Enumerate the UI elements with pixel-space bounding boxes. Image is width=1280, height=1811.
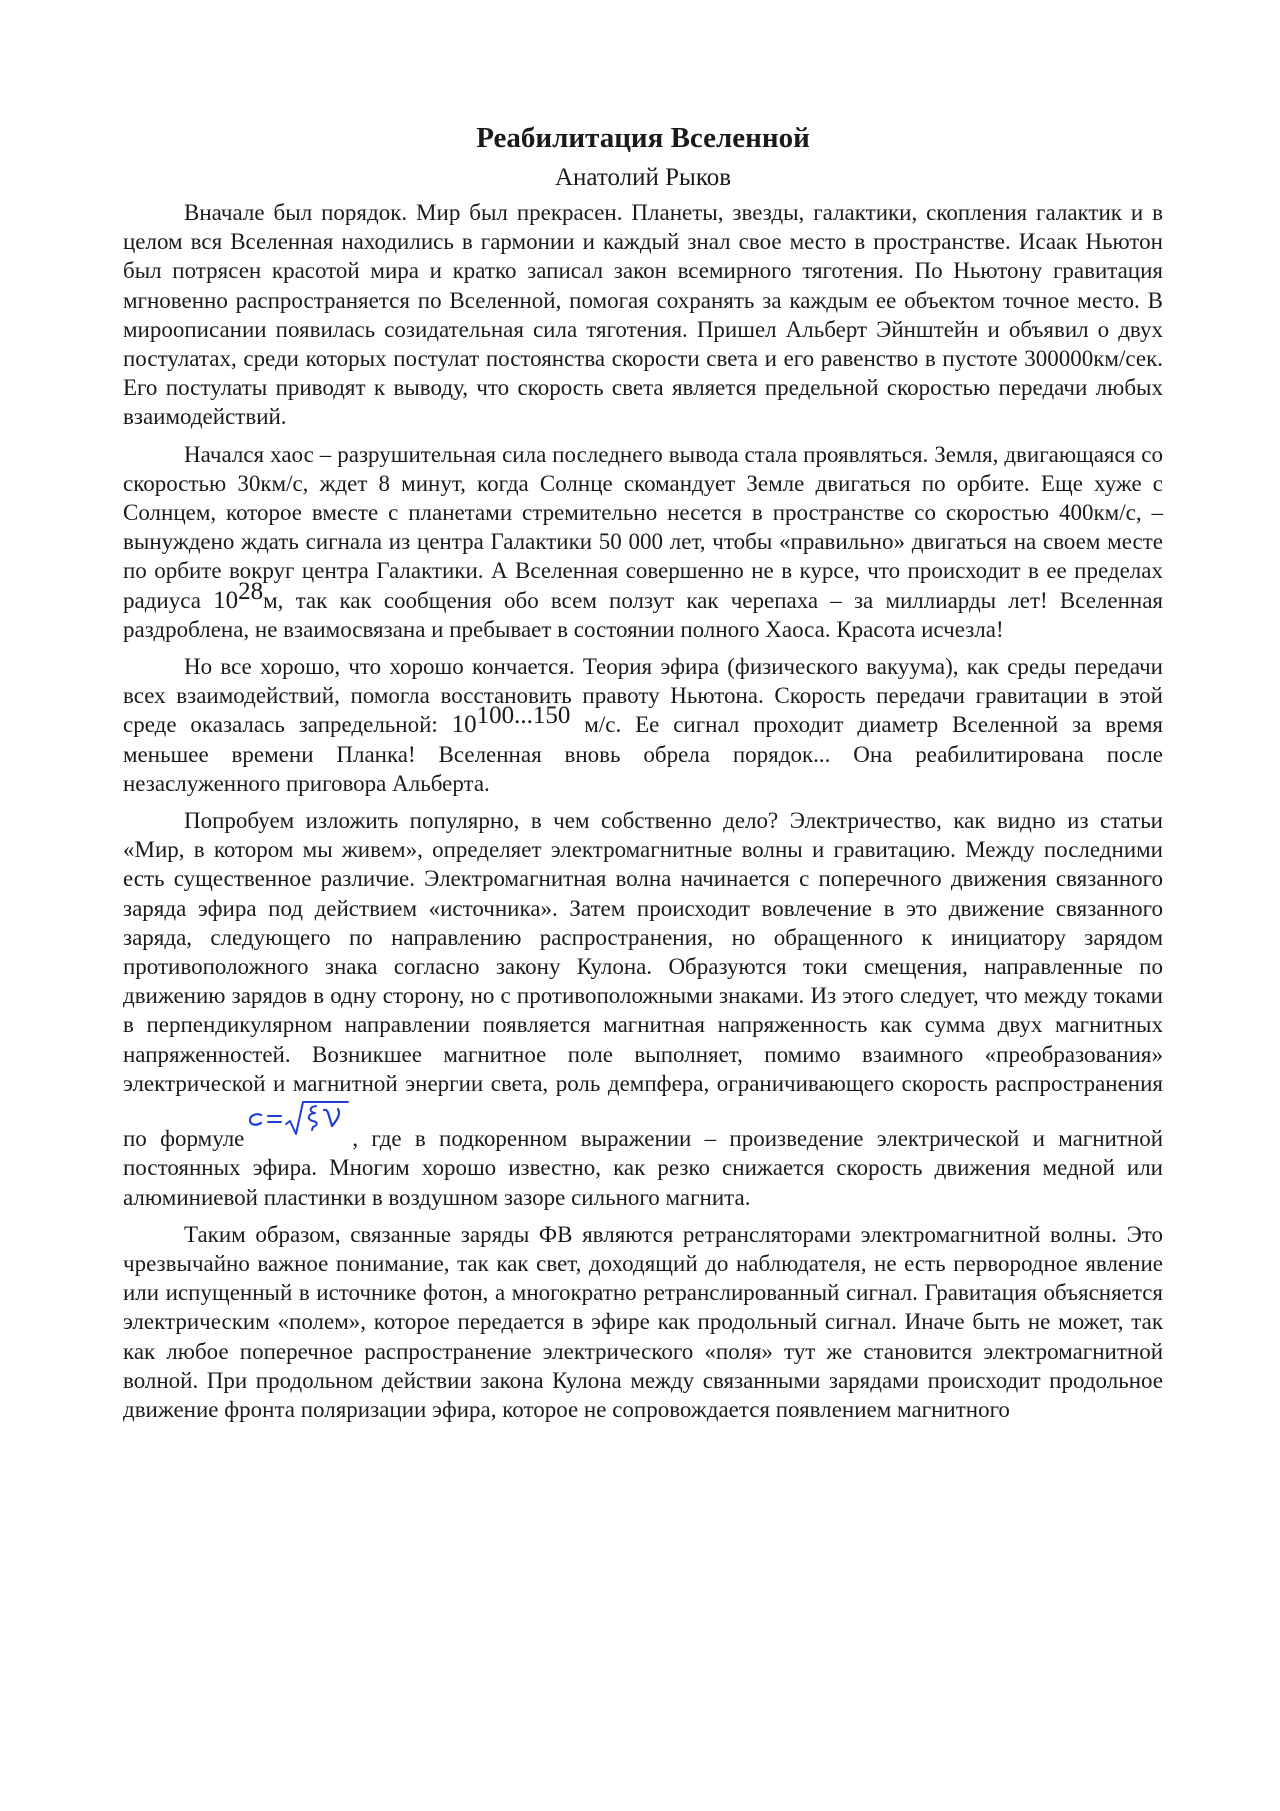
speed-formula-svg <box>246 1098 350 1142</box>
document-title: Реабилитация Вселенной <box>476 122 810 154</box>
power-base: 10 <box>213 586 239 614</box>
paragraph-3-text-a: Но все хорошо, что хорошо кончается. Теория эфира (физического вакуума), как среды передачи всех взаимодействий, помогла восстановить правоту Ньютона. Скорость передачи гравитации в этой среде оказалась запредельной: <box>123 654 1163 738</box>
paragraph-3 <box>123 652 1163 798</box>
paragraph-4-text-b: , где в подкоренном выражении – произведение электрической и магнитной постоянных эфира. Многим хорошо известно, как резко снижается скорость движения медной или алюминиевой пластинки в воздушном зазоре сильного магнита. <box>123 1126 1164 1210</box>
power-exponent: 100...150 <box>476 702 571 730</box>
paragraph-2-text-b: м, так как сообщения обо всем ползут как черепаха – за миллиарды лет! Вселенная раздроблена, не взаимосвязана и пребывает в состоянии полного Хаоса. Красота исчезла! <box>123 587 1163 642</box>
power-exponent: 28 <box>238 577 264 605</box>
document-page <box>123 120 1163 1432</box>
paragraph-4-text-a: Попробуем изложить популярно, в чем собственно дело? Электричество, как видно из статьи «Мир, в котором мы живем», определяет электромагнитные волны и гравитацию. Между последними есть существенное различие. Электромагнитная волна начинается с поперечного движения связанного заряда эфира под действием «источника». Затем происходит вовлечение в это движение связанного заряда, следующего по направлению распространения, но обращенного к инициатору зарядом противоположного знака согласно закону Кулона. Образуются токи смещения, направленные по движению зарядов в одну сторону, но с противоположными знаками. Из этого следует, что между токами в перпендикулярном направлении появляется магнитная напряженность как сумма двух магнитных напряженностей. Возникшее магнитное поле выполняет, помимо взаимного «преобразования» электрической и магнитной энергии света, роль демпфера, ограничивающего скорость распространения по формуле <box>123 808 1163 1152</box>
paragraph-1: Вначале был порядок. Мир был прекрасен. Планеты, звезды, галактики, скопления галактик и в целом вся Вселенная находились в гармонии и каждый знал свое место в пространстве. Исаак Ньютон был потрясен красотой мира и кратко записал закон всемирного тяготения. По Ньютону гравитация мгновенно распространяется по Вселенной, помогая сохранять за каждым ее объектом точное место. В мироописании появилась созидательная сила тяготения. Пришел Альберт Эйнштейн и объявил о двух постулатах, среди которых постулат постоянства скорости света и его равенство в пустоте 300000км/сек. Его постулаты приводят к выводу, что скорость света является предельной скоростью передачи любых взаимодействий. <box>123 200 1163 430</box>
speed-formula-image <box>246 1098 350 1142</box>
paragraph-2-text-a: Начался хаос – разрушительная сила последнего вывода стала проявляться. Земля, двигающаяся со скоростью 30км/с, ждет 8 минут, когда Солнце скомандует Земле двигаться по орбите. Еще хуже с Солнцем, которое вместе с планетами стремительно несется в пространстве со скоростью 400км/с, – вынуждено ждать сигнала из центра Галактики 50 000 лет, чтобы «правильно» двигаться на своем месте по орбите вокруг центра Галактики. А Вселенная совершенно не в курсе, что происходит в ее пределах радиуса <box>123 441 1163 613</box>
paragraph-4 <box>123 806 1163 1212</box>
document-author: Анатолий Рыков <box>554 164 731 191</box>
paragraph-2 <box>123 440 1163 644</box>
paragraph-3-text-b: м/с. Ее сигнал проходит диаметр Вселенной за время меньшее времени Планка! Вселенная вновь обрела порядок... Она реабилитирована после незаслуженного приговора Альберта. <box>123 712 1163 796</box>
paragraph-5: Таким образом, связанные заряды ФВ являются ретрансляторами электромагнитной волны. Это чрезвычайно важное понимание, так как свет, доходящий до наблюдателя, не есть первородное явление или испущенный в источнике фотон, а многократно ретранслированный сигнал. Гравитация объясняется электрическим «полем», которое передается в эфире как продольный сигнал. Иначе быть не может, так как любое поперечное распространение электрического «поля» тут же становится электромагнитной волной. При продольном действии закона Кулона между связанными зарядами происходит продольное движение фронта поляризации эфира, которое не сопровождается появлением магнитного <box>123 1221 1163 1422</box>
power-base: 10 <box>451 711 477 739</box>
